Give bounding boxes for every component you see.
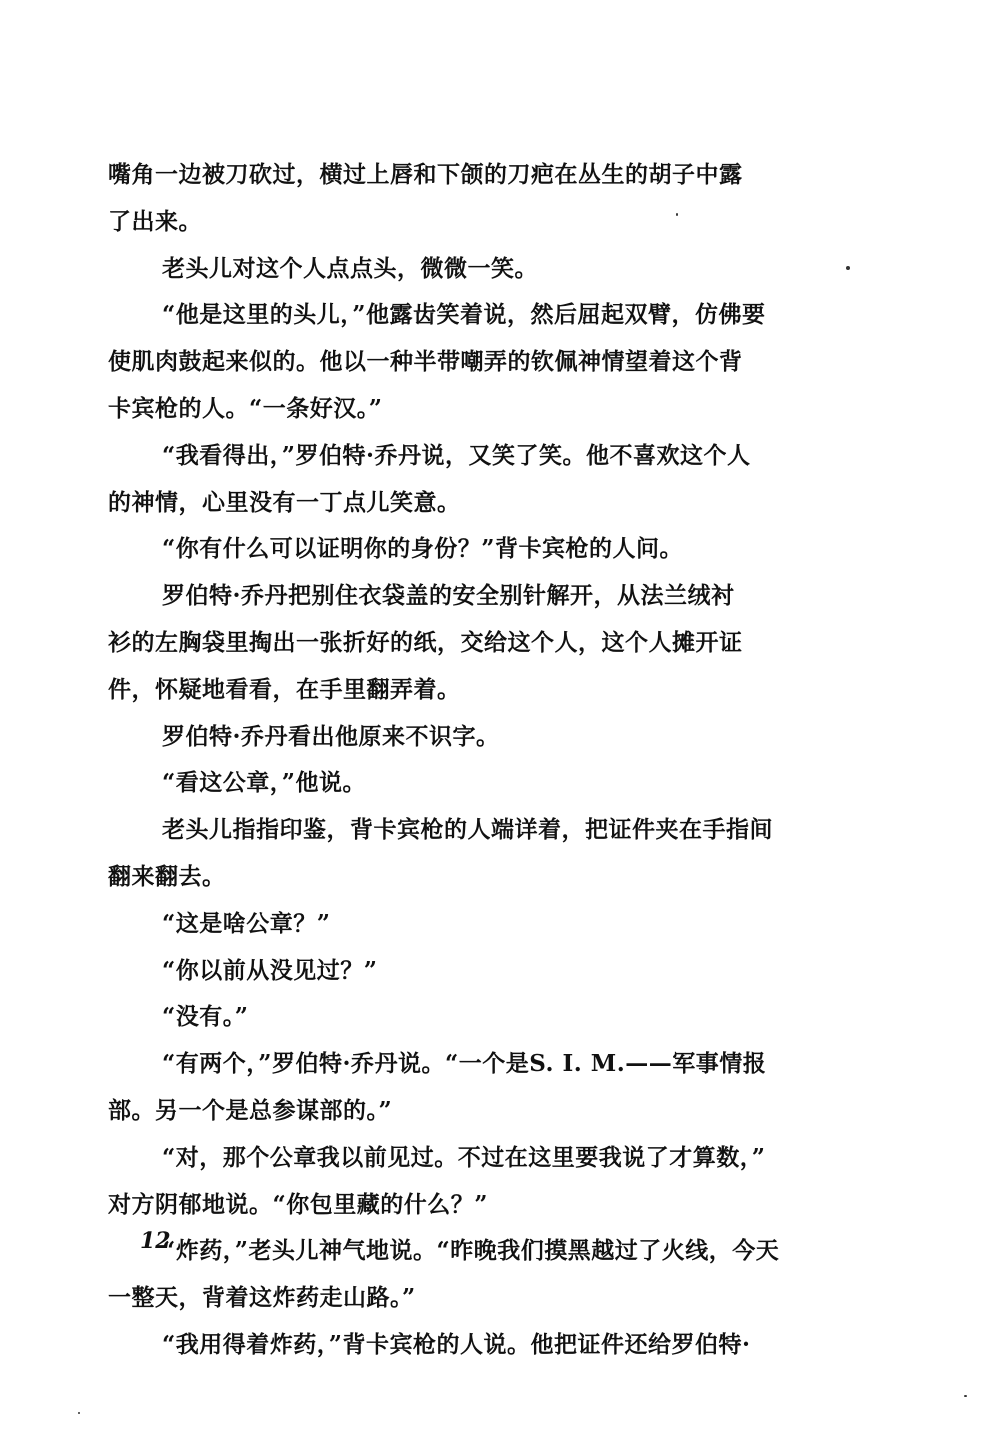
text-line: 了出来。 — [108, 207, 202, 235]
text-line: 使肌肉鼓起来似的。他以一种半带嘲弄的钦佩神情望着这个背 — [108, 348, 743, 376]
scan-speck — [676, 213, 678, 216]
text-line: 的神情，心里没有一丁点儿笑意。 — [108, 488, 461, 516]
text-line: 衫的左胸袋里掏出一张折好的纸，交给这个人，这个人摊开证 — [108, 628, 743, 656]
text-line: “你有什么可以证明你的身份？”背卡宾枪的人问。 — [162, 535, 683, 563]
text-line: 一整天，背着这炸药走山路。” — [108, 1284, 416, 1312]
scan-speck — [78, 1412, 80, 1414]
text-line: 翻来翻去。 — [108, 862, 226, 890]
text-line: 卡宾枪的人。“一条好汉。” — [108, 394, 383, 422]
text-line: 老头儿对这个人点点头，微微一笑。 — [162, 254, 538, 282]
text-line: 嘴角一边被刀砍过，横过上唇和下颌的刀疤在丛生的胡子中露 — [108, 161, 743, 188]
text-line: “你以前从没见过？” — [162, 956, 378, 984]
document-body — [108, 152, 820, 1369]
text-line: 老头儿指指印鉴，背卡宾枪的人端详着，把证件夹在手指间 — [162, 816, 773, 844]
text-line: “有两个，”罗伯特·乔丹说。“一个是S. I. M.——军事情报 — [162, 1050, 767, 1078]
scan-speck — [846, 266, 850, 270]
text-line: 对方阴郁地说。“你包里藏的什么？” — [108, 1190, 488, 1218]
text-line: “我用得着炸药，”背卡宾枪的人说。他把证件还给罗伯特· — [162, 1330, 751, 1358]
text-line: “看这公章，”他说。 — [162, 769, 366, 797]
text-line: 罗伯特·乔丹把别住衣袋盖的安全别针解开，从法兰绒衬 — [162, 582, 735, 610]
text-line: “他是这里的头儿，”他露齿笑着说，然后屈起双臂，仿佛要 — [162, 301, 766, 329]
text-line: 件，怀疑地看看，在手里翻弄着。 — [108, 675, 461, 703]
text-line: 部。另一个是总参谋部的。” — [108, 1096, 393, 1124]
text-line: “我看得出，”罗伯特·乔丹说，又笑了笑。他不喜欢这个人 — [162, 441, 751, 469]
text-line: “没有。” — [162, 1003, 249, 1031]
text-line: 罗伯特·乔丹看出他原来不识字。 — [162, 722, 500, 750]
scan-speck — [964, 1395, 967, 1397]
text-line: “炸药，”老头儿神气地说。“昨晚我们摸黑越过了火线，今天 — [162, 1237, 780, 1265]
text-line: “这是啥公章？” — [162, 909, 331, 937]
page-number: 12 — [140, 1228, 171, 1254]
text-line: “对，那个公章我以前见过。不过在这里要我说了才算数，” — [162, 1143, 766, 1171]
